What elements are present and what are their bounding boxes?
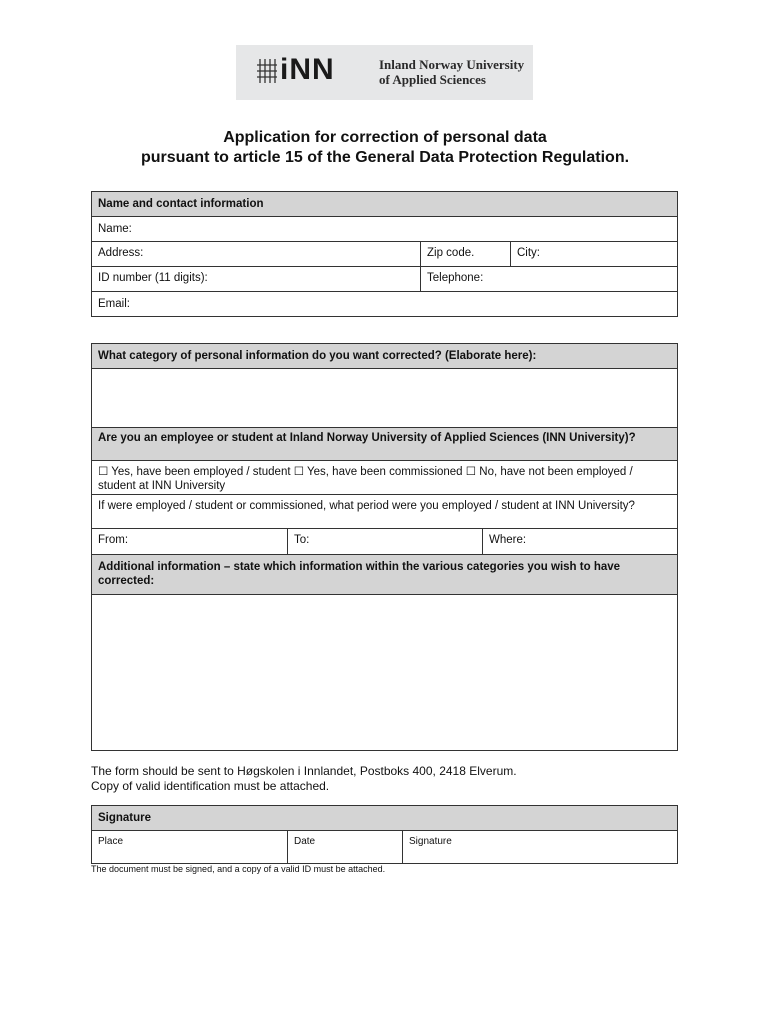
from-field[interactable]: From: (98, 534, 129, 546)
category-table (91, 343, 678, 751)
where-field[interactable]: Where: (482, 529, 677, 554)
email-field[interactable]: Email: (98, 298, 130, 310)
city-field[interactable]: City: (510, 242, 677, 266)
to-field[interactable]: To: (287, 529, 482, 554)
university-logo (236, 45, 533, 100)
contact-header-row (92, 192, 677, 217)
period-question-row (92, 495, 677, 529)
date-field[interactable]: Date (287, 831, 402, 863)
id-row (92, 267, 677, 292)
page-title-line2: pursuant to article 15 of the General Data Protection Regulation. (140, 149, 630, 166)
email-row (92, 292, 677, 316)
signature-footnote: The document must be signed, and a copy of a valid ID must be attached. (91, 864, 386, 874)
signature-table (91, 805, 678, 864)
logo-name (379, 57, 524, 87)
id-number-field[interactable]: ID number (11 digits): (98, 272, 208, 284)
place-field[interactable]: Place (98, 836, 124, 847)
signature-row (92, 831, 677, 863)
instructions-line2: Copy of valid identification must be attached. (91, 779, 330, 793)
signature-header-row (92, 806, 677, 831)
zip-code-field[interactable]: Zip code. (420, 242, 510, 266)
category-elaborate-area[interactable] (92, 369, 677, 428)
period-row (92, 529, 677, 555)
logo-wordmark: iNN (280, 53, 335, 86)
instructions-line1: The form should be sent to Høgskolen i Innlandet, Postboks 400, 2418 Elverum. (91, 764, 517, 778)
inn-grid-mark-icon (256, 57, 278, 85)
address-row (92, 242, 677, 267)
additional-info-area[interactable] (92, 595, 677, 750)
additional-header: Additional information – state which information within the various categories you wish to have corrected: (98, 561, 621, 587)
name-row (92, 217, 677, 242)
contact-header: Name and contact information (98, 198, 264, 210)
telephone-field[interactable]: Telephone: (420, 267, 677, 291)
signature-header: Signature (98, 812, 152, 824)
employee-question-row (92, 428, 677, 461)
logo-name-line1: Inland Norway University (379, 57, 525, 72)
category-header-row (92, 344, 677, 369)
additional-header-row (92, 555, 677, 595)
employee-question: Are you an employee or student at Inland Norway University of Applied Sciences (INN University)? (98, 432, 636, 444)
address-field[interactable]: Address: (98, 247, 144, 259)
employee-options[interactable]: ☐ Yes, have been employed / student ☐ Yes, have been commissioned ☐ No, have not been employed / student at INN University (98, 466, 633, 492)
logo-name-line2: of Applied Sciences (379, 72, 486, 87)
period-question: If were employed / student or commissioned, what period were you employed / student at INN University? (98, 500, 635, 512)
category-header: What category of personal information do you want corrected? (Elaborate here): (98, 350, 537, 362)
name-field[interactable]: Name: (98, 223, 132, 235)
page-title-line1: Application for correction of personal data (223, 129, 547, 146)
employee-options-row (92, 461, 677, 495)
signature-field[interactable]: Signature (402, 831, 677, 863)
contact-info-table (91, 191, 678, 317)
